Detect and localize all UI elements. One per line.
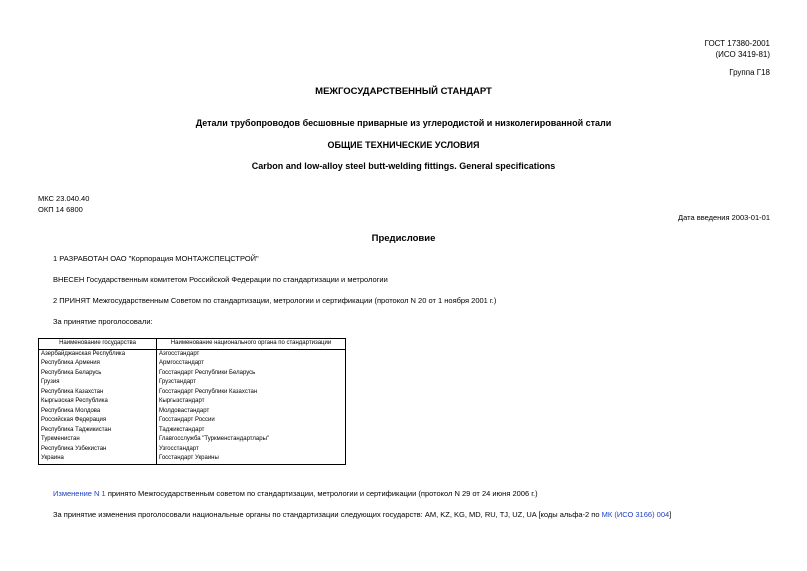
preface-heading: Предисловие bbox=[371, 233, 436, 244]
amendment-paragraph bbox=[53, 489, 538, 498]
body-cell: Молдовастандарт bbox=[157, 407, 346, 417]
body-cell: Таджикстандарт bbox=[157, 426, 346, 436]
standard-type: МЕЖГОСУДАРСТВЕННЫЙ СТАНДАРТ bbox=[315, 86, 492, 97]
table-row bbox=[39, 407, 346, 417]
amendment-link[interactable]: Изменение N 1 bbox=[53, 489, 106, 498]
table-header-row bbox=[39, 339, 346, 350]
table-row bbox=[39, 349, 346, 359]
state-cell: Грузия bbox=[39, 378, 157, 388]
table-row bbox=[39, 369, 346, 379]
table-row bbox=[39, 416, 346, 426]
iso-reference: (ИСО 3419-81) bbox=[715, 50, 770, 59]
mk-iso-link[interactable]: МК (ИСО 3166) 004 bbox=[601, 510, 670, 519]
state-cell: Республика Беларусь bbox=[39, 369, 157, 379]
body-cell: Армгосстандарт bbox=[157, 359, 346, 369]
body-cell: Грузстандарт bbox=[157, 378, 346, 388]
body-cell: Госстандарт Республики Беларусь bbox=[157, 369, 346, 379]
state-cell: Республика Узбекистан bbox=[39, 445, 157, 455]
body-cell: Главгосслужба "Туркменстандартлары" bbox=[157, 435, 346, 445]
table-row bbox=[39, 426, 346, 436]
state-cell: Российская Федерация bbox=[39, 416, 157, 426]
preface-voted: За принятие проголосовали: bbox=[53, 317, 153, 326]
table-header-state: Наименование государства bbox=[39, 339, 157, 350]
preface-adopted: 2 ПРИНЯТ Межгосударственным Советом по стандартизации, метрологии и сертификации (протокол N 20 от 1 ноября 2001 г.) bbox=[53, 296, 497, 305]
amendment-vote-end: ] bbox=[669, 510, 672, 519]
body-cell: Узгосстандарт bbox=[157, 445, 346, 455]
state-cell: Республика Таджикистан bbox=[39, 426, 157, 436]
classification-codes bbox=[38, 193, 89, 215]
table-row bbox=[39, 435, 346, 445]
preface-developed: 1 РАЗРАБОТАН ОАО "Корпорация МОНТАЖСПЕЦСТРОЙ" bbox=[53, 254, 259, 263]
state-cell: Республика Молдова bbox=[39, 407, 157, 417]
state-cell: Республика Армения bbox=[39, 359, 157, 369]
document-number-block bbox=[705, 38, 770, 60]
state-cell: Азербайджанская Республика bbox=[39, 349, 157, 359]
body-cell: Госстандарт России bbox=[157, 416, 346, 426]
body-cell: Госстандарт Республики Казахстан bbox=[157, 388, 346, 398]
title-en: Carbon and low-alloy steel butt-welding fittings. General specifications bbox=[251, 161, 556, 171]
body-cell: Азгосстандарт bbox=[157, 349, 346, 359]
state-cell: Туркменистан bbox=[39, 435, 157, 445]
document-number: ГОСТ 17380-2001 bbox=[704, 39, 770, 48]
table-row bbox=[39, 397, 346, 407]
amendment-text: принято Межгосударственным советом по стандартизации, метрологии и сертификации (протокол N 29 от 24 июня 2006 г.) bbox=[105, 489, 538, 498]
subtitle-ru: ОБЩИЕ ТЕХНИЧЕСКИЕ УСЛОВИЯ bbox=[327, 140, 480, 150]
state-cell: Кыргызская Республика bbox=[39, 397, 157, 407]
preface-introduced: ВНЕСЕН Государственным комитетом Российской Федерации по стандартизации и метрологии bbox=[53, 275, 388, 284]
voting-states-table bbox=[38, 338, 346, 465]
table-row bbox=[39, 388, 346, 398]
mks-code: МКС 23.040.40 bbox=[38, 194, 90, 203]
title-ru: Детали трубопроводов бесшовные приварные из углеродистой и низколегированной стали bbox=[195, 118, 612, 128]
table-row bbox=[39, 454, 346, 464]
state-cell: Украина bbox=[39, 454, 157, 464]
body-cell: Госстандарт Украины bbox=[157, 454, 346, 464]
state-cell: Республика Казахстан bbox=[39, 388, 157, 398]
okp-code: ОКП 14 6800 bbox=[38, 205, 83, 214]
table-row bbox=[39, 445, 346, 455]
amendment-vote-text: За принятие изменения проголосовали национальные органы по стандартизации следующих государств: AM, KZ, KG, MD, RU, TJ, UZ, UA [коды альфа-2 по bbox=[53, 510, 602, 519]
amendment-vote-paragraph bbox=[53, 510, 671, 519]
table-row bbox=[39, 378, 346, 388]
body-cell: Кыргызстандарт bbox=[157, 397, 346, 407]
table-row bbox=[39, 359, 346, 369]
table-header-body: Наименование национального органа по стандартизации bbox=[157, 339, 346, 350]
intro-date: Дата введения 2003-01-01 bbox=[678, 213, 770, 222]
group-code: Группа Г18 bbox=[729, 68, 770, 77]
